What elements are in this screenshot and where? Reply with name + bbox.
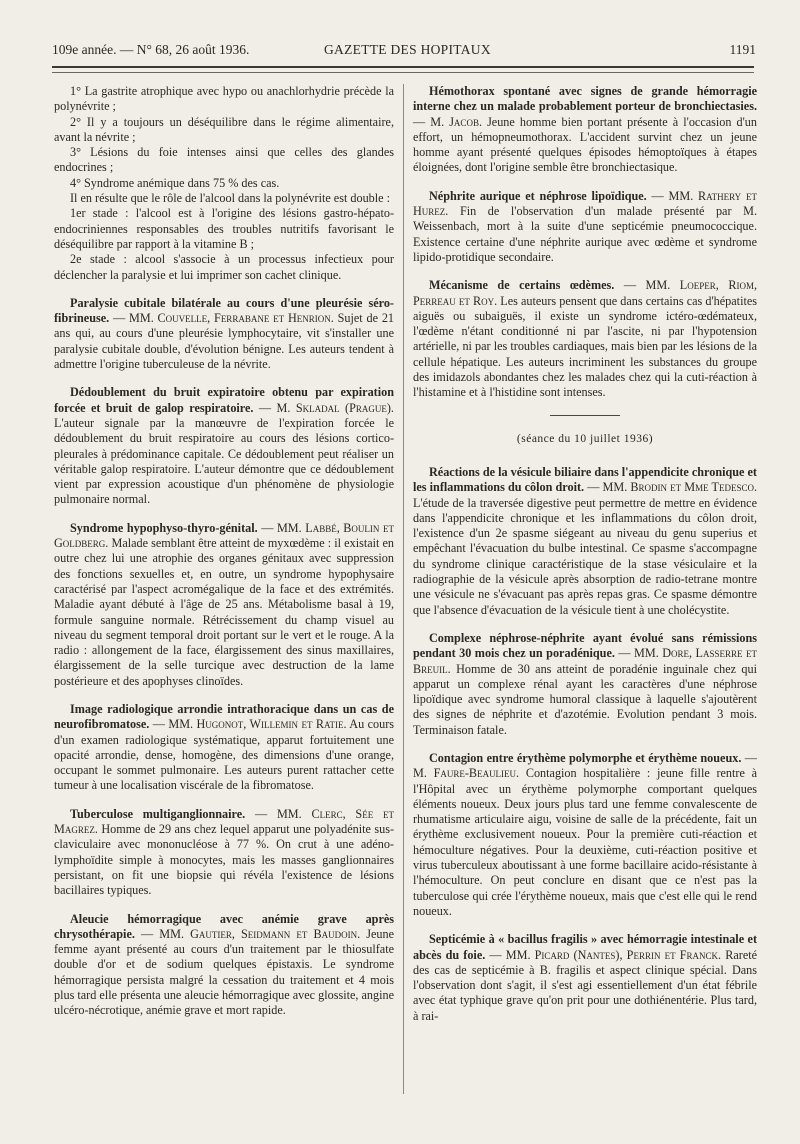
running-header <box>52 42 756 62</box>
abstract-title: Image radiologique arrondie intrathoracique dans un cas de neurofibromatose. <box>54 701 394 732</box>
abstract-title: Aleucie hémorragique avec anémie grave après chrysothérapie. <box>54 911 394 941</box>
abstract-title: Complexe néphrose-néphrite ayant évolué sans rémissions pendant 30 mois chez un poradénique. <box>413 630 757 661</box>
intro-paragraph: 3° Lésions du foie intenses ainsi que celles des glandes endocrines ; <box>54 145 394 175</box>
section-separator <box>550 415 620 416</box>
right-items-before <box>413 84 757 401</box>
abstract-text: Homme de 29 ans chez lequel apparut une polyadénite sus-claviculaire avec mononucléose à 77 %. On crut à une adéno-lymphoïdite simple à monocytes, mais les masses ganglionnaires persistant, on fit une biopsie qui révéla l'existence de lésions bacillaires typiques. <box>54 822 395 898</box>
column-divider <box>403 84 404 1094</box>
abstract-item: Complexe néphrose-néphrite ayant évolué sans rémissions pendant 30 mois chez un poradénique. — MM. Dore, Lasserre et Breuil. Homme de 30 ans atteint de poradénie inguinale chez qui apparut un complexe rénal ayant les caractères d'une néphrose lipoïdique avec syndrome humoral classique à laquelle s'ajoutèrent des signes de néphrite et d'azotémie. Evolution pendant 3 mois. Terminaison fatale. <box>413 630 757 737</box>
right-column <box>413 84 757 1037</box>
abstract-authors: M. Jacob. <box>430 114 482 129</box>
abstract-text: Au cours d'un examen radiologique systématique, apparut fortuitement une opacité arrondie, dense, homogène, des dimensions d'une orange, occupant le sommet pulmonaire. Les auteurs purent rattacher cette tumeur à une localisation viscérale de la fibromatose. <box>54 717 395 793</box>
abstract-text: Contagion hospitalière : jeune fille rentre à l'Hôpital avec un érythème polymorphe comportant quelques éléments noueux. Deux jours plus tard une femme convalescente de rhumatisme articulaire aigu, voisine de salle de la précédente, fait un érythème exclusivement noueux. Pour la première cuti-réaction et hémoculture négatives. Pour la deuxième, cuti-réaction positive et virus tuberculeux aboutissant à une forme bacillaire acido-résistante à l'hémoculture. On peut conclure en disant que ce n'est pas la tuberculose qui crée l'érythème noueux, mais que c'est elle qui le rend noueux. <box>413 766 757 918</box>
abstract-title: Mécanisme de certains œdèmes. <box>429 278 615 293</box>
session-heading: (séance du 10 juillet 1936) <box>516 432 654 445</box>
intro-paragraph: 1er stade : l'alcool est à l'origine des lésions gastro-hépato-endocriniennes responsables des troubles nutritifs favorisant le déséquilibre par rapport à la vitamine B ; <box>54 206 394 251</box>
abstract-authors: MM. Rathery et Hurez. <box>413 188 757 219</box>
page-number: 1191 <box>729 42 756 57</box>
abstract-authors: MM. Couvelle, Ferrabane et Henrion. <box>129 311 334 326</box>
abstract-item: Néphrite aurique et néphrose lipoïdique. — MM. Rathery et Hurez. Fin de l'observation d'un malade présenté par M. Weissenbach, mort à la suite d'une septicémie pneumococcique. Existence certaine d'une néphrite aurique avec œdème et syndrome lipido-protidique secondaire. <box>413 188 757 264</box>
abstract-text: Jeune femme ayant présenté au cours d'un traitement par le thiosulfate double d'or et de sodium quelques épistaxis. Le syndrome hémorragique persista malgré la cessation du traitement et 4 mois plus tard elle présenta une aleucie hémorragique avec glossite, angine ulcéro-nécrotique, anémie grave et mort rapide. <box>54 926 394 1018</box>
abstract-text: Sujet de 21 ans qui, au cours d'une pleurésie lymphocytaire, vit s'installer une paralysie cubitale double, d'évolution bénigne. Les auteurs tendent à admettre l'origine tuberculeuse de la névrite. <box>54 311 395 372</box>
abstract-authors: MM. Dore, Lasserre et Breuil. <box>413 646 757 676</box>
abstract-title: Néphrite aurique et néphrose lipoïdique. <box>429 188 647 203</box>
abstract-authors: M. Skladal (Prague). <box>276 400 394 415</box>
intro-paragraph: 2e stade : alcool s'associe à un processus infectieux pour déclencher la paralysie et lui imprimer son cachet clinique. <box>54 252 394 282</box>
abstract-title: Réactions de la vésicule biliaire dans l'appendicite chronique et les inflammations du côlon droit. <box>413 464 757 495</box>
abstract-text: Malade semblant être atteint de myxœdème : il existait en outre chez lui une atrophie des organes génitaux avec suppression des fonctions sexuelles et, en outre, un syndrome hypophysaire caractérisé par l'aspect acromégalique de la face et des extrémités. Maladie ayant débuté à l'âge de 25 ans. Métabolisme basal à 19, formule sanguine normale. Rétrécissement du champ visuel au niveau du segment temporal droit portant sur le vert et le rouge. A la radio : allongement de la face, élargissement des sinus maxillaires, élargissement de la selle turcique avec destruction de la lame postérieure et des apophyses clinoïdes. <box>54 536 395 688</box>
abstract-item: Tuberculose multiganglionnaire. — MM. Clerc, Sée et Magrez. Homme de 29 ans chez lequel apparut une polyadénite sus-claviculaire avec mononucléose à 77 %. On crut à une adéno-lymphoïdite simple à monocytes, mais les masses ganglionnaires persistant, on fit une biopsie qui révéla l'existence de lésions bacillaires typiques. <box>54 806 395 898</box>
abstract-title: Paralysie cubitale bilatérale au cours d'une pleurésie séro-fibrineuse. <box>54 295 394 326</box>
header-rule <box>52 66 754 68</box>
abstract-item: Contagion entre érythème polymorphe et érythème noueux. — M. Faure-Beaulieu. Contagion hospitalière : jeune fille rentre à l'Hôpital avec un érythème polymorphe comportant quelques éléments noueux. Deux jours plus tard une femme convalescente de rhumatisme articulaire aigu, voisine de salle de la précédente, fait un érythème exclusivement noueux. Pour la première cuti-réaction et hémoculture négatives. Pour la deuxième, cuti-réaction positive et virus tuberculeux aboutissant à une forme bacillaire acido-résistante à l'hémoculture. On peut conclure en disant que ce n'est pas la tuberculose qui crée l'érythème noueux, mais que c'est elle qui le rend noueux. <box>413 750 757 918</box>
abstract-item: Paralysie cubitale bilatérale au cours d'une pleurésie séro-fibrineuse. — MM. Couvelle, Ferrabane et Henrion. Sujet de 21 ans qui, au cours d'une pleurésie lymphocytaire, vit s'installer une paralysie cubitale double, d'évolution bénigne. Les auteurs tendent à admettre l'origine tuberculeuse de la névrite. <box>54 295 395 372</box>
abstract-text: Fin de l'observation d'un malade présenté par M. Weissenbach, mort à la suite d'une septicémie pneumococcique. Existence certaine d'une néphrite aurique avec œdème et syndrome lipido-protidique secondaire. <box>413 204 757 264</box>
abstract-authors: MM. Clerc, Sée et Magrez. <box>54 806 394 837</box>
abstract-text: L'étude de la traversée digestive peut permettre de mettre en évidence dans l'appendicite chronique et les inflammations du côlon droit, l'existence d'un 2e spasme siégeant au niveau du genu superius et empêchant l'évacuation du bulbe intestinal. Ce spasme s'accompagne du syndrome clinique caractéristique de la stase vésiculaire et la radiographie de la vésicule après absorption de radio-tetrane montre une vésicule ne s'évacuant pas après repas gras. Ce spasme démontre que l'absence d'évacuation de la vésicule tient à une cholécystite. <box>413 495 757 617</box>
issue-info: 109e année. — N° 68, 26 août 1936. <box>52 42 250 57</box>
abstract-title: Syndrome hypophyso-thyro-génital. <box>70 520 258 535</box>
left-items <box>54 296 394 1019</box>
abstract-title: Tuberculose multiganglionnaire. <box>70 806 246 821</box>
intro-paragraph: Il en résulte que le rôle de l'alcool dans la polynévrite est double : <box>70 191 390 206</box>
abstract-item: Syndrome hypophyso-thyro-génital. — MM. Labbé, Boulin et Goldberg. Malade semblant être atteint de myxœdème : il existait en outre chez lui une atrophie des organes génitaux avec suppression des fonctions sexuelles et, en outre, un syndrome hypophysaire caractérisé par l'aspect acromégalique de la face et des extrémités. Maladie ayant débuté à l'âge de 25 ans. Métabolisme basal à 19, formule sanguine normale. Rétrécissement du champ visuel au niveau du segment temporal droit portant sur le vert et le rouge. A la radio : allongement de la face, élargissement des sinus maxillaires, élargissement de la selle turcique avec destruction de la lame postérieure et des apophyses clinoïdes. <box>54 520 395 688</box>
abstract-text: Homme de 30 ans atteint de poradénie inguinale chez qui apparut un complexe rénal ayant les caractères d'une néphrose lipoïdique avec syndrome humoral classique à laquelle s'ajoutèrent des signes de néphrite et d'azotémie. Evolution pendant 3 mois. Terminaison fatale. <box>413 661 757 737</box>
abstract-authors: MM. Gautier, Seidmann et Baudoin. <box>159 926 361 941</box>
abstract-item: Aleucie hémorragique avec anémie grave après chrysothérapie. — MM. Gautier, Seidmann et Baudoin. Jeune femme ayant présenté au cours d'un traitement par le thiosulfate double d'or et de sodium quelques épistaxis. Le syndrome hémorragique persista malgré la cessation du traitement et 4 mois plus tard elle présenta une aleucie hémorragique avec glossite, angine ulcéro-nécrotique, anémie grave et mort rapide. <box>54 911 394 1018</box>
journal-title: GAZETTE DES HOPITAUX <box>324 42 491 57</box>
abstract-item: Dédoublement du bruit expiratoire obtenu par expiration forcée et bruit de galop respiratoire. — M. Skladal (Prague). L'auteur signale par la manœuvre de l'expiration forcée le dédoublement du bruit respiratoire au cours des lésions cortico-pleurales à prédominance capitale. Ce dédoublement peut réaliser un véritable galop respiratoire. L'auteur démontre que ce dédoublement vient par expression acoustique d'un phénomène de physiologie pulmonaire normal. <box>54 385 394 507</box>
abstract-title: Dédoublement du bruit expiratoire obtenu par expiration forcée et bruit de galop respiratoire. <box>54 385 394 415</box>
abstract-authors: MM. Brodin et Mme Tedesco. <box>602 480 758 495</box>
intro-paragraph: 1° La gastrite atrophique avec hypo ou anachlorhydrie précède la polynévrite ; <box>54 84 394 114</box>
abstract-authors: MM. Picard (Nantes), Perrin et Franck. <box>505 947 722 962</box>
abstract-item: Hémothorax spontané avec signes de grande hémorragie interne chez un malade probablement porteur de bronchiectasies. — M. Jacob. Jeune homme bien portant présente à l'occasion d'un effort, un hémopneumothorax. L'accident survint chez un jeune homme ayant présenté quelques épisodes hémoptoïques à étapes éloignées, dont l'origine semble être bronchiectasique. <box>413 84 757 175</box>
abstract-text: Rareté des cas de septicémie à B. fragilis et aspect clinique spécial. Dans l'observation dont s'agit, il s'est agi essentiellement d'un état fébrile avec état typhique grave qu'on prit pour une dothiénentérie. Plus tard, à rai- <box>413 947 758 1023</box>
abstract-title: Hémothorax spontané avec signes de grande hémorragie interne chez un malade probablement porteur de bronchiectasies. <box>413 84 757 114</box>
left-intro <box>54 84 394 283</box>
abstract-authors: MM. Labbé, Boulin et Goldberg. <box>54 520 394 551</box>
right-items-after <box>413 465 757 1024</box>
abstract-item: Mécanisme de certains œdèmes. — MM. Loeper, Riom, Perreau et Roy. Les auteurs pensent que dans certains cas d'hépatites aiguës ou subaiguës, il existe un syndrome ictéro-œdémateux, l'œdème n'étant conditionné ni par l'ascite, ni par l'hypotension artérielle, ni par les troubles cardiaques, mais bien par les lésions de la cellule hépatique. Les auteurs incriminent les substances du groupe des imidazols abondantes chez les malades chez qui la cuti-réaction à l'histamine et à l'histidine sont intenses. <box>413 278 757 400</box>
abstract-text: Les auteurs pensent que dans certains cas d'hépatites aiguës ou subaiguës, il existe un syndrome ictéro-œdémateux, l'œdème n'étant conditionné ni par l'ascite, ni par l'hypotension artérielle, ni par les troubles cardiaques, mais bien par les lésions de la cellule hépatique. Les auteurs incriminent les substances du groupe des imidazols abondantes chez les malades chez qui la cuti-réaction à l'histamine et à l'histidine sont intenses. <box>413 293 757 400</box>
abstract-authors: MM. Loeper, Riom, Perreau et Roy. <box>413 278 757 308</box>
abstract-title: Septicémie à « bacillus fragilis » avec hémorragie intestinale et abcès du foie. <box>413 932 757 962</box>
intro-paragraph: 2° Il y a toujours un déséquilibre dans le régime alimentaire, avant la névrite ; <box>54 114 394 144</box>
abstract-authors: MM. Hugonot, Willemin et Ratie. <box>168 717 347 732</box>
left-column <box>54 84 394 1032</box>
abstract-authors: M. Faure-Beaulieu. <box>413 766 520 781</box>
abstract-text: L'auteur signale par la manœuvre de l'expiration forcée le dédoublement du bruit respiratoire au cours des lésions cortico-pleurales à prédominance capitale. Ce dédoublement peut réaliser un véritable galop respiratoire. L'auteur démontre que ce dédoublement vient par expression acoustique d'un phénomène de physiologie pulmonaire normal. <box>54 415 394 507</box>
abstract-item: Image radiologique arrondie intrathoracique dans un cas de neurofibromatose. — MM. Hugonot, Willemin et Ratie. Au cours d'un examen radiologique systématique, apparut fortuitement une opacité arrondie, dense, homogène, des dimensions d'une orange, occupant le sommet pulmonaire. Les auteurs purent rattacher cette tumeur à une localisation viscérale de la fibromatose. <box>54 701 395 793</box>
abstract-text: Jeune homme bien portant présente à l'occasion d'un effort, un hémopneumothorax. L'accident survint chez un jeune homme ayant présenté quelques épisodes hémoptoïques à étapes éloignées, dont l'origine semble être bronchiectasique. <box>413 114 757 175</box>
abstract-item: Septicémie à « bacillus fragilis » avec hémorragie intestinale et abcès du foie. — MM. Picard (Nantes), Perrin et Franck. Rareté des cas de septicémie à B. fragilis et aspect clinique spécial. Dans l'observation dont s'agit, il s'est agi essentiellement d'un état fébrile avec état typhique grave qu'on prit pour une dothiénentérie. Plus tard, à rai- <box>413 932 758 1023</box>
abstract-title: Contagion entre érythème polymorphe et érythème noueux. <box>429 750 742 765</box>
header-rule-thin <box>52 72 754 73</box>
intro-paragraph: 4° Syndrome anémique dans 75 % des cas. <box>70 175 280 190</box>
abstract-item: Réactions de la vésicule biliaire dans l'appendicite chronique et les inflammations du côlon droit. — MM. Brodin et Mme Tedesco. L'étude de la traversée digestive peut permettre de mettre en évidence dans l'appendicite chronique et les inflammations du côlon droit, l'existence d'un 2e spasme siégeant au niveau du genu superius et empêchant l'évacuation du bulbe intestinal. Ce spasme s'accompagne du syndrome clinique caractéristique de la stase vésiculaire et la radiographie de la vésicule après absorption de radio-tetrane montre une vésicule ne s'évacuant pas après repas gras. Ce spasme démontre que l'absence d'évacuation de la vésicule tient à une cholécystite. <box>413 464 758 617</box>
